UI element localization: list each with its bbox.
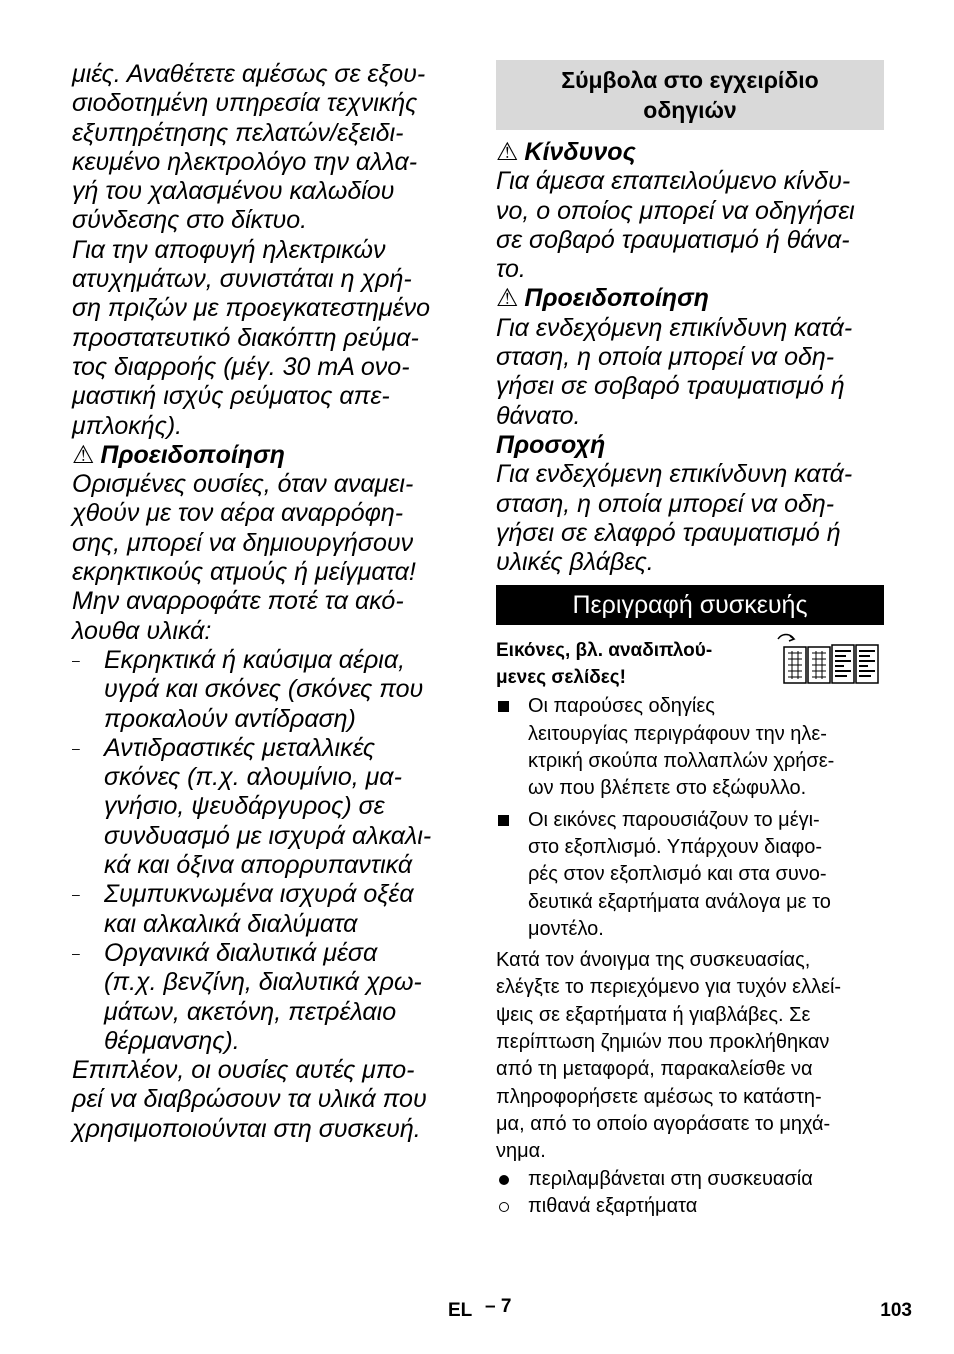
para3-line: σης, μπορεί να δημιουργήσουν	[72, 528, 414, 557]
info-bullet-line: δευτικά εξαρτήματα ανάλογα με το	[528, 890, 831, 913]
unpacking-line: περίπτωση ζημιών που προκλήθηκαν	[496, 1031, 830, 1054]
unpacking-line: ελέγξτε το περιεχόμενο για τυχόν ελλεί-	[496, 976, 842, 999]
hazard-list-item-line: Αντιδραστικές μεταλλικές	[104, 733, 376, 762]
para1-line: σύνδεσης στο δίκτυο.	[72, 206, 308, 235]
dash-bullet-icon: –	[72, 944, 80, 961]
hazard-materials-list	[72, 646, 464, 1056]
danger-line: νο, ο οποίος μπορεί να οδηγήσει	[496, 196, 855, 225]
info-bullet-line: κτρική σκούπα πολλαπλών χρήσε-	[528, 750, 835, 773]
danger-heading-text: Κίνδυνος	[524, 138, 636, 166]
symbols-title-line: Σύμβολα στο εγχειρίδιο	[561, 67, 819, 93]
pictures-note	[496, 637, 766, 691]
accessory-legend	[496, 1166, 884, 1221]
dash-bullet-icon: –	[72, 651, 80, 668]
right-warning-heading-text: Προειδοποίηση	[524, 284, 709, 313]
hazard-list-item-line: Εκρηκτικά ή καύσιμα αέρια,	[104, 645, 406, 674]
danger-line: Για άμεσα επαπειλούμενο κίνδυ-	[496, 167, 851, 196]
footer-page-number: 103	[880, 1300, 912, 1321]
para4-line: Επιπλέον, οι ουσίες αυτές μπο-	[72, 1056, 415, 1085]
danger-line: σε σοβαρό τραυματισμό ή θάνα-	[496, 225, 850, 254]
unpacking-line: Κατά τον άνοιγμα της συσκευασίας,	[496, 949, 811, 972]
pictures-note-line: Εικόνες, βλ. αναδιπλού-	[496, 640, 713, 662]
square-bullet-icon	[498, 815, 509, 826]
legend-optional	[496, 1193, 884, 1220]
warning-line: Για ενδεχόμενη επικίνδυνη κατά-	[496, 313, 853, 342]
hazard-list-item-line: θέρμανσης).	[104, 1026, 240, 1055]
info-bullet-line: Οι παρούσες οδηγίες	[528, 695, 715, 718]
para1-line: κευμένο ηλεκτρολόγο την αλλα-	[72, 147, 418, 176]
unpacking-paragraph	[496, 947, 884, 1165]
hazard-list-item-line: γνήσιο, ψευδάργυρος) σε	[104, 792, 385, 821]
hazard-list-item-line: Οργανικά διαλυτικά μέσα	[104, 938, 378, 967]
para2-line: ση πριζών με προεγκατεστημένο	[72, 294, 431, 323]
unpacking-line: από τη μεταφορά, παρακαλείσθε να	[496, 1058, 813, 1081]
warning-triangle-icon: ⚠	[496, 284, 519, 313]
warning-triangle-icon: ⚠	[496, 138, 519, 166]
info-bullet-line: στο εξοπλισμό. Υπάρχουν διαφο-	[528, 835, 823, 858]
info-bullet-list	[496, 693, 884, 943]
hazard-list-item-line: μάτων, ακετόνη, πετρέλαιο	[104, 997, 397, 1026]
right-column	[496, 60, 884, 1220]
warning-line: γήσει σε σοβαρό τραυματισμό ή	[496, 372, 845, 401]
legend-included	[496, 1166, 884, 1193]
hazard-list-item-line: και αλκαλικά διαλύματα	[104, 909, 358, 938]
caution-heading: Προσοχή	[496, 430, 606, 459]
hazard-list-item-line: υγρά και σκόνες (σκόνες που	[104, 675, 424, 704]
info-bullet-line: Οι εικόνες παρουσιάζουν το μέγι-	[528, 808, 820, 831]
hazard-list-item-line: συνδυασμό με ισχυρά αλκαλι-	[104, 821, 432, 850]
caution-line: Για ενδεχόμενη επικίνδυνη κατά-	[496, 460, 853, 489]
paragraph-corrosion	[72, 1056, 464, 1144]
warning-line: σταση, η οποία μπορεί να οδη-	[496, 343, 835, 372]
para2-line: προστατευτικό διακόπτη ρεύμα-	[72, 323, 419, 352]
paragraph-explosive-substances	[72, 470, 464, 646]
paragraph-mains-cable	[72, 60, 464, 236]
pictures-note-row	[496, 637, 884, 693]
para3-line: Ορισμένες ουσίες, όταν αναμει-	[72, 470, 414, 499]
hazard-list-item	[72, 939, 464, 1056]
unpacking-line: πληροφορήσετε αμέσως το κατάστη-	[496, 1085, 822, 1108]
hazard-list-item	[72, 646, 464, 734]
para2-line: μπλοκής).	[72, 411, 183, 440]
caution-description	[496, 460, 884, 577]
para4-line: ρεί να διαβρώσουν τα υλικά που	[72, 1085, 427, 1114]
hazard-list-item-line: προκαλούν αντίδραση)	[104, 704, 356, 733]
filled-circle-icon	[499, 1175, 509, 1185]
left-column	[72, 60, 464, 1144]
legend-included-text: περιλαμβάνεται στη συσκευασία	[528, 1167, 813, 1190]
warning-heading	[72, 441, 464, 470]
para3-line: χθούν με τον αέρα αναρρόφη-	[72, 499, 404, 528]
footer-language: EL	[448, 1300, 473, 1321]
dash-bullet-icon: –	[72, 739, 80, 756]
caution-line: σταση, η οποία μπορεί να οδη-	[496, 489, 835, 518]
dash-bullet-icon: –	[72, 886, 80, 903]
para4-line: χρησιμοποιούνται στη συσκευή.	[72, 1114, 421, 1143]
hazard-list-item-line: σκόνες (π.χ. αλουμίνιο, μα-	[104, 763, 402, 792]
para3-line: Μην αναρροφάτε ποτέ τα ακό-	[72, 587, 404, 616]
caution-line: γήσει σε ελαφρό τραυματισμό ή	[496, 518, 841, 547]
para1-line: σιοδοτημένη υπηρεσία τεχνικής	[72, 89, 418, 118]
paragraph-residual-current	[72, 236, 464, 441]
hazard-list-item	[72, 880, 464, 939]
danger-heading	[496, 138, 884, 167]
warning-heading-text: Προειδοποίηση	[100, 440, 285, 469]
hazard-list-item-line: (π.χ. βενζίνη, διαλυτικά χρω-	[104, 968, 422, 997]
danger-line: το.	[496, 255, 526, 284]
para3-line: εκρηκτικούς ατμούς ή μείγματα!	[72, 558, 416, 587]
info-bullet-line: λειτουργίας περιγράφουν την ηλε-	[528, 722, 827, 745]
symbols-section-title	[496, 60, 884, 130]
caution-line: υλικές βλάβες.	[496, 548, 654, 577]
symbols-title-line: οδηγιών	[643, 97, 737, 123]
hazard-list-item	[72, 734, 464, 880]
legend-optional-text: πιθανά εξαρτήματα	[528, 1194, 698, 1217]
info-bullet-line: ρές στον εξοπλισμό και στα συνο-	[528, 863, 827, 886]
device-description-title: Περιγραφή συσκευής	[496, 585, 884, 625]
hazard-list-item-line: κά και όξινα απορρυπαντικά	[104, 851, 413, 880]
hazard-list-item-line: Συμπυκνωμένα ισχυρά οξέα	[104, 880, 414, 909]
pictures-note-line: μενες σελίδες!	[496, 667, 626, 689]
danger-description	[496, 167, 884, 284]
footer-section-page: – 7	[485, 1296, 512, 1317]
para2-line: Για την αποφυγή ηλεκτρικών	[72, 235, 386, 264]
square-bullet-icon	[498, 701, 509, 712]
para2-line: μαστική ισχύς ρεύματος απε-	[72, 382, 390, 411]
para3-line: λουθα υλικά:	[72, 616, 212, 645]
info-bullet-item	[496, 693, 884, 802]
warning-triangle-icon: ⚠	[72, 440, 95, 469]
unpacking-line: μα, από το οποίο αγοράσατε το μηχά-	[496, 1112, 831, 1135]
right-warning-heading	[496, 284, 884, 313]
foldout-booklet-icon	[776, 631, 886, 687]
info-bullet-item	[496, 807, 884, 943]
open-circle-icon	[499, 1202, 509, 1212]
warning-description	[496, 314, 884, 431]
info-bullet-line: ων που βλέπετε στο εξώφυλλο.	[528, 777, 807, 800]
para2-line: ατυχημάτων, συνιστάται η χρή-	[72, 265, 412, 294]
para2-line: τος διαρροής (μέγ. 30 mA ονο-	[72, 352, 410, 381]
info-bullet-line: μοντέλο.	[528, 917, 604, 940]
para1-line: μιές. Αναθέτετε αμέσως σε εξου-	[72, 60, 426, 88]
unpacking-line: νημα.	[496, 1140, 546, 1163]
warning-line: θάνατο.	[496, 401, 581, 430]
para1-line: εξυπηρέτησης πελατών/εξειδι-	[72, 118, 404, 147]
para1-line: γή του χαλασμένου καλωδίου	[72, 177, 395, 206]
unpacking-line: ψεις σε εξαρτήματα ή γιαβλάβες. Σε	[496, 1003, 811, 1026]
